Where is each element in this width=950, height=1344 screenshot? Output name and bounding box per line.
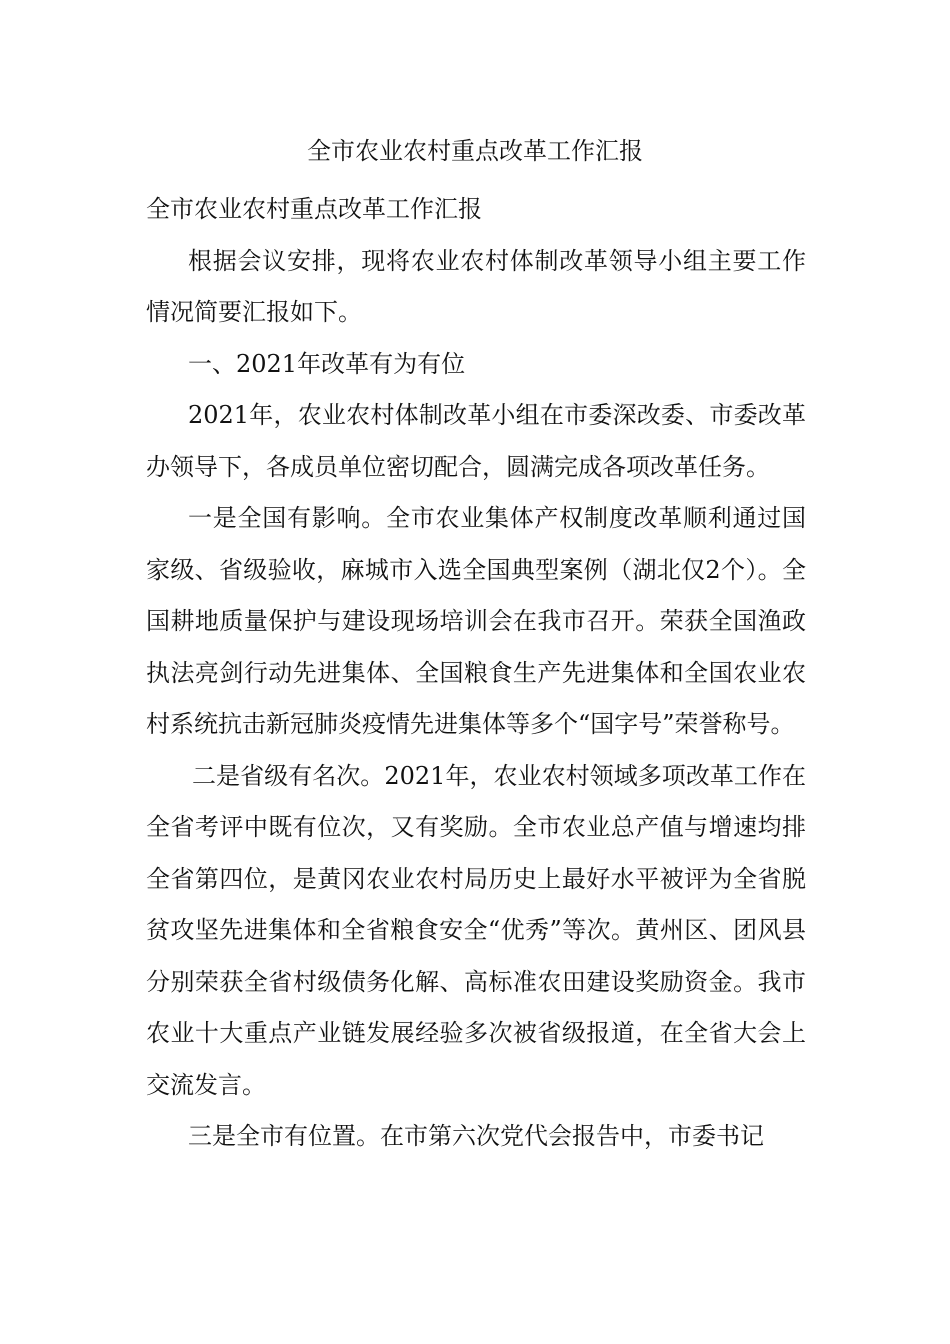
paragraph-national-impact: 一是全国有影响。全市农业集体产权制度改革顺利通过国家级、省级验收，麻城市入选全国典型案例（湖北仅2个）。全国耕地质量保护与建设现场培训会在我市召开。荣获全国渔政执法亮剑行动先进集体、全国粮食生产先进集体和全国农业农村系统抗击新冠肺炎疫情先进集体等多个“国字号”荣誉称号。 — [146, 504, 806, 738]
paragraph-2021-summary: 2021年，农业农村体制改革小组在市委深改委、市委改革办领导下，各成员单位密切配合，圆满完成各项改革任务。 — [146, 401, 806, 481]
paragraph-provincial-ranking: 二是省级有名次。2021年，农业农村领域多项改革工作在全省考评中既有位次，又有奖励。全市农业总产值与增速均排全省第四位，是黄冈农业农村局历史上最好水平被评为全省脱贫攻坚先进集体和全省粮食安全“优秀”等次。黄州区、团风县分别荣获全省村级债务化解、高标准农田建设奖励资金。我市农业十大重点产业链发展经验多次被省级报道，在全省大会上交流发言。 — [146, 761, 806, 1099]
document-body — [146, 184, 806, 1163]
paragraph-city-position: 三是全市有位置。在市第六次党代会报告中，市委书记 — [188, 1122, 764, 1150]
document-subtitle: 全市农业农村重点改革工作汇报 — [146, 195, 482, 223]
section-heading-2021: 一、2021年改革有为有位 — [188, 349, 466, 378]
document-title: 全市农业农村重点改革工作汇报 — [307, 137, 643, 165]
paragraph-intro: 根据会议安排，现将农业农村体制改革领导小组主要工作情况简要汇报如下。 — [146, 246, 806, 326]
